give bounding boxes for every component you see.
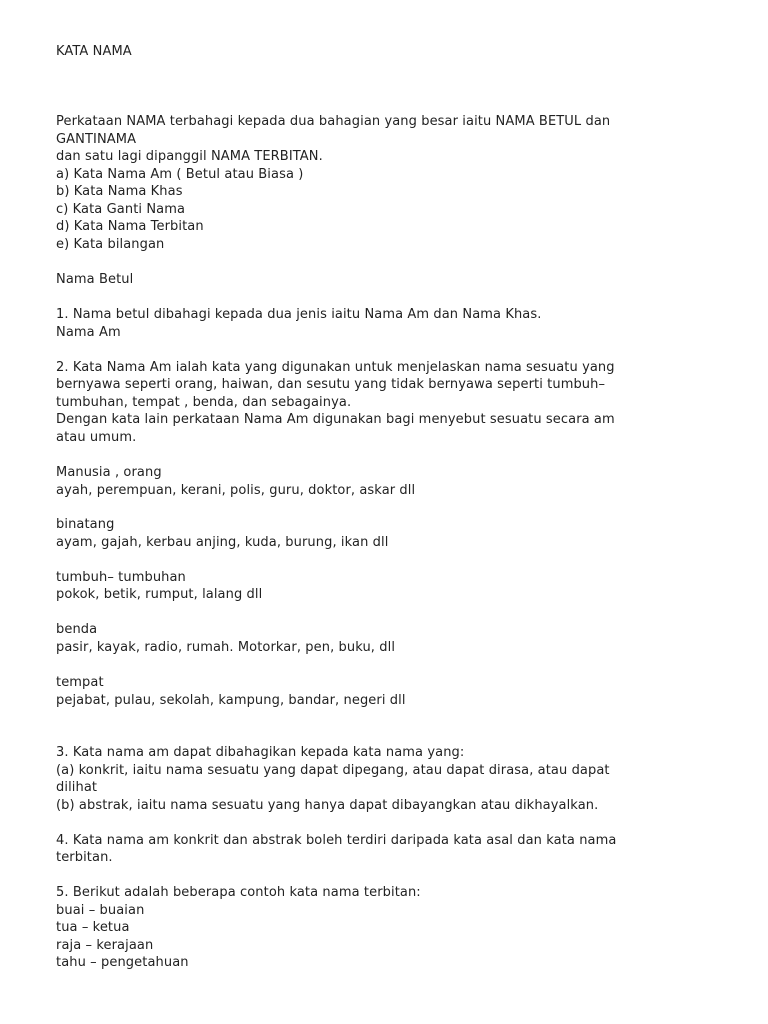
list-item: a) Kata Nama Am ( Betul atau Biasa ) [56, 167, 304, 182]
example-pair: tahu – pengetahuan [56, 955, 189, 970]
category-label: tempat [56, 675, 104, 690]
example-pair: raja – kerajaan [56, 938, 154, 953]
text-line: Dengan kata lain perkataan Nama Am digunakan bagi menyebut sesuatu secara am [56, 412, 615, 427]
text-line: Perkataan NAMA terbahagi kepada dua bahagian yang besar iaitu NAMA BETUL dan [56, 114, 611, 129]
text-line: atau umum. [56, 430, 137, 445]
text-line: (b) abstrak, iaitu nama sesuatu yang hanya dapat dibayangkan atau dikhayalkan. [56, 798, 599, 813]
category-label: Manusia , orang [56, 465, 162, 480]
category-examples: pasir, kayak, radio, rumah. Motorkar, pen, buku, dll [56, 640, 396, 655]
example-pair: buai – buaian [56, 903, 145, 918]
text-line: terbitan. [56, 850, 113, 865]
text-line: 2. Kata Nama Am ialah kata yang digunakan untuk menjelaskan nama sesuatu yang [56, 360, 615, 375]
text-line: 3. Kata nama am dapat dibahagikan kepada kata nama yang: [56, 745, 465, 760]
text-line: (a) konkrit, iaitu nama sesuatu yang dapat dipegang, atau dapat dirasa, atau dapat [56, 763, 610, 778]
text-line: tumbuhan, tempat , benda, dan sebagainya. [56, 395, 352, 410]
category-examples: ayah, perempuan, kerani, polis, guru, doktor, askar dll [56, 483, 416, 498]
category-label: binatang [56, 517, 115, 532]
text-line: 4. Kata nama am konkrit dan abstrak boleh terdiri daripada kata asal dan kata nama [56, 833, 617, 848]
text-line: dilihat [56, 780, 98, 795]
section-heading: Nama Betul [56, 272, 134, 287]
category-examples: ayam, gajah, kerbau anjing, kuda, burung, ikan dll [56, 535, 389, 550]
document-title: KATA NAMA [56, 44, 132, 59]
text-line: 5. Berikut adalah beberapa contoh kata nama terbitan: [56, 885, 421, 900]
text-line: 1. Nama betul dibahagi kepada dua jenis iaitu Nama Am dan Nama Khas. [56, 307, 542, 322]
list-item: e) Kata bilangan [56, 237, 165, 252]
list-item: b) Kata Nama Khas [56, 184, 183, 199]
text-line: Nama Am [56, 325, 121, 340]
text-line: GANTINAMA [56, 132, 137, 147]
category-examples: pokok, betik, rumput, lalang dll [56, 587, 263, 602]
category-label: tumbuh– tumbuhan [56, 570, 186, 585]
category-examples: pejabat, pulau, sekolah, kampung, bandar, negeri dll [56, 693, 406, 708]
list-item: d) Kata Nama Terbitan [56, 219, 204, 234]
text-line: dan satu lagi dipanggil NAMA TERBITAN. [56, 149, 323, 164]
category-label: benda [56, 622, 98, 637]
example-pair: tua – ketua [56, 920, 130, 935]
text-line: bernyawa seperti orang, haiwan, dan sesutu yang tidak bernyawa seperti tumbuh– [56, 377, 606, 392]
list-item: c) Kata Ganti Nama [56, 202, 186, 217]
